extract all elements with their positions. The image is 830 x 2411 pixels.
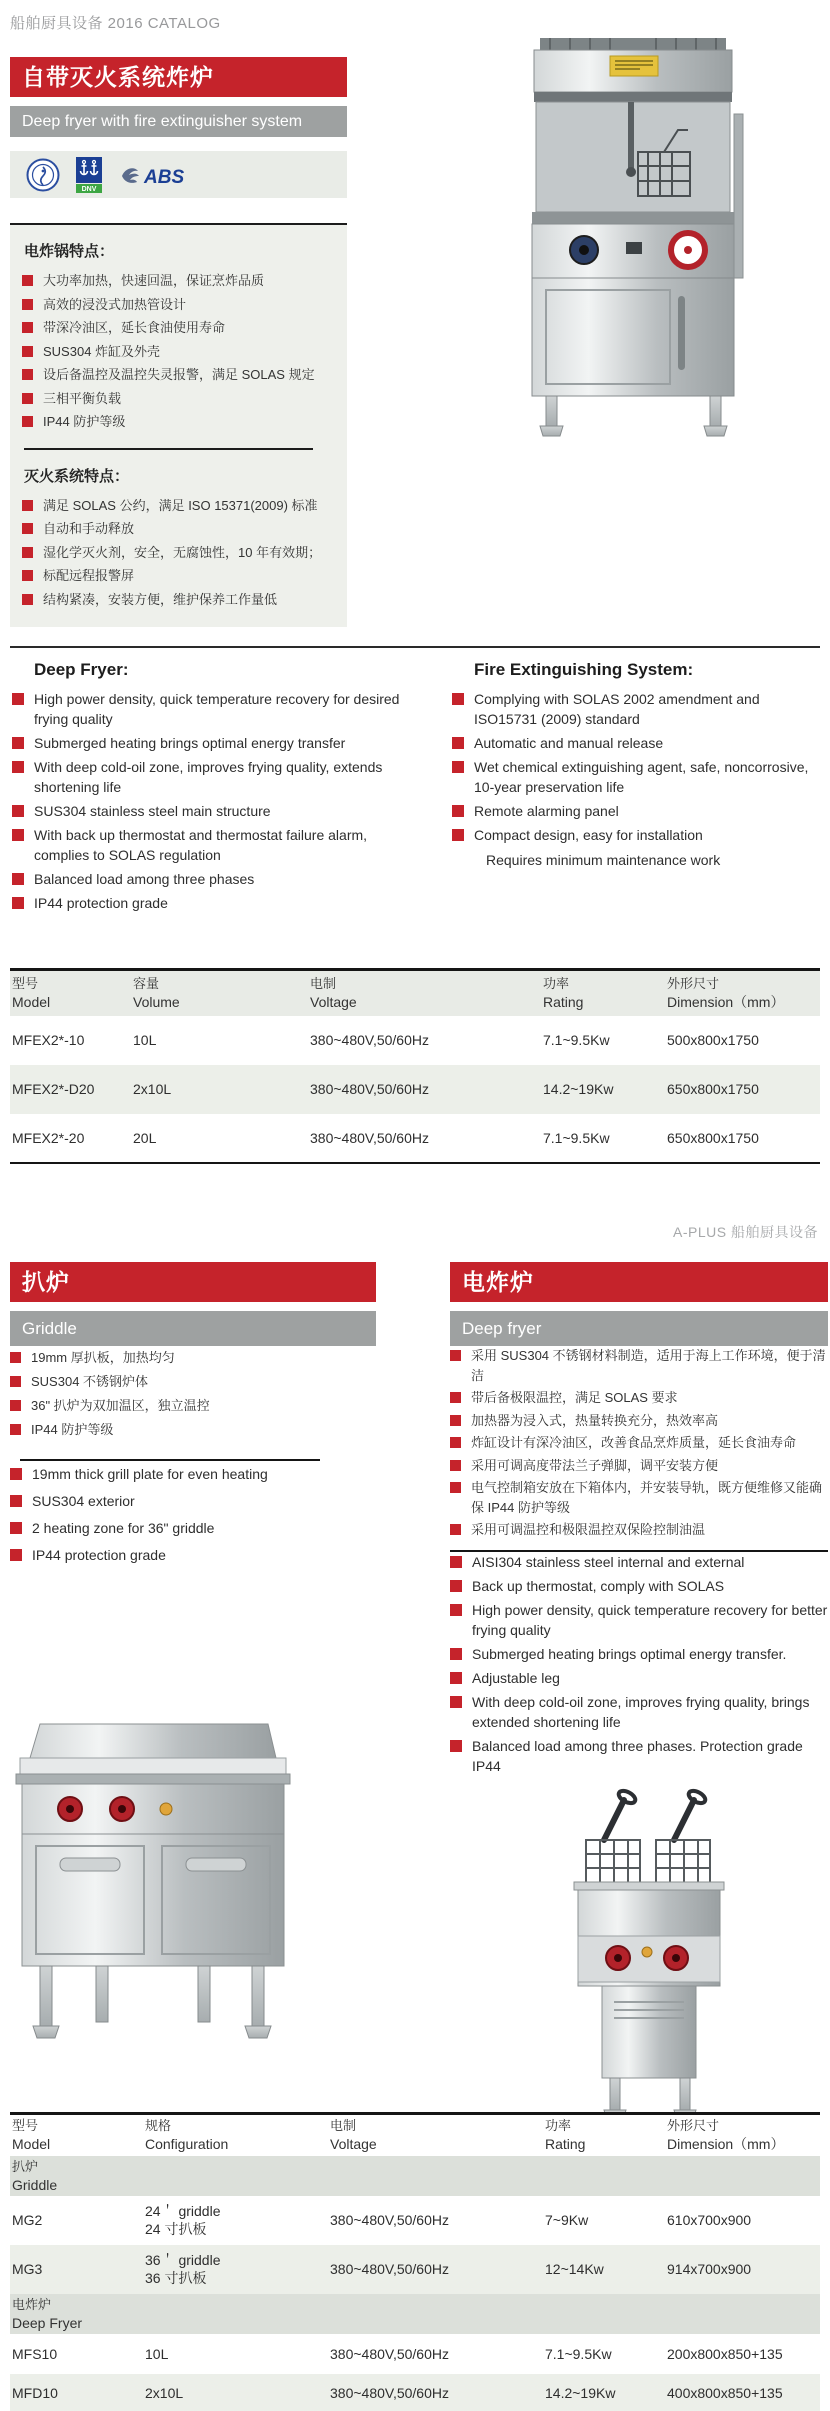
table-row	[10, 1016, 820, 1065]
bullet-square-icon	[12, 693, 24, 705]
feature-text: IP44 防护等级	[43, 414, 126, 429]
cell-voltage: 380~480V,50/60Hz	[330, 2261, 449, 2277]
cell-model: MFS10	[12, 2345, 58, 2362]
feature-item	[450, 1668, 828, 1688]
bullet-square-icon	[452, 829, 464, 841]
cell-voltage: 380~480V,50/60Hz	[310, 1081, 429, 1097]
feature-item	[450, 1388, 828, 1408]
dnv-logo-text: DNV	[81, 185, 97, 193]
feature-item	[10, 1346, 376, 1370]
cell-volume: 10L	[133, 1032, 157, 1048]
feature-text: 19mm 厚扒板，加热均匀	[31, 1350, 175, 1365]
section-griddle	[10, 1262, 376, 1569]
feature-text: 采用可调高度带法兰子弹脚，调平安装方便	[471, 1457, 719, 1473]
header-volume: 容量 Volume	[133, 976, 180, 1011]
feature-text: 标配远程报警屏	[43, 568, 135, 583]
bullet-square-icon	[22, 547, 33, 558]
deep-fryer-features-cn-list	[450, 1346, 828, 1540]
feature-text: IP44 protection grade	[32, 1547, 166, 1563]
cell-model: MFEX2*-20	[12, 1129, 85, 1146]
certification-logos	[10, 151, 347, 198]
feature-text: High power density, quick temperature recovery for better frying quality	[472, 1601, 828, 1638]
feature-text: 结构紧凑，安装方便，维护保养工作量低	[43, 591, 278, 607]
header-rating: 功率 Rating	[545, 2118, 586, 2153]
deep-fryer-photo	[528, 1786, 776, 2124]
feature-item	[12, 757, 412, 797]
cell-rating: 7.1~9.5Kw	[545, 2345, 612, 2362]
fryer-features-cn-list	[22, 269, 335, 434]
deep-fryer-en-list	[12, 689, 412, 913]
bullet-square-icon	[450, 1696, 462, 1708]
feature-item	[10, 1461, 376, 1488]
bullet-square-icon	[452, 805, 464, 817]
bullet-square-icon	[452, 761, 464, 773]
feature-text: Back up thermostat, comply with SOLAS	[472, 1577, 725, 1594]
feature-text: 满足 SOLAS 公约，满足 ISO 15371(2009) 标准	[43, 497, 318, 513]
divider	[10, 646, 820, 648]
feature-text: 采用可调温控和极限温控双保险控制油温	[471, 1522, 706, 1537]
feature-item	[450, 1411, 828, 1431]
features-panel-cn	[10, 223, 347, 627]
griddle-features-cn-list	[10, 1346, 376, 1442]
bullet-square-icon	[450, 1556, 462, 1568]
feature-text: 大功率加热，快速回温，保证烹炸品质	[43, 273, 265, 288]
cell-model: MG3	[12, 2261, 43, 2277]
feature-item	[22, 541, 335, 565]
feature-text: 19mm thick grill plate for even heating	[32, 1466, 268, 1482]
feature-text: SUS304 stainless steel main structure	[34, 803, 271, 819]
deep-fryer-title-cn: 电炸炉	[450, 1262, 828, 1302]
deep-fryer-features-en-list	[450, 1552, 828, 1776]
bullet-square-icon	[22, 275, 33, 286]
bullet-square-icon	[22, 570, 33, 581]
header-rating: 功率 Rating	[543, 976, 584, 1011]
bullet-square-icon	[10, 1522, 22, 1534]
bullet-square-icon	[22, 322, 33, 333]
feature-item	[22, 293, 335, 317]
bullet-square-icon	[12, 829, 24, 841]
feature-text: Compact design, easy for installation	[474, 827, 703, 843]
feature-item	[22, 564, 335, 588]
feature-text: High power density, quick temperature recovery for desired frying quality	[34, 691, 400, 727]
feature-item	[22, 387, 335, 411]
bullet-square-icon	[10, 1495, 22, 1507]
feature-text: IP44 protection grade	[34, 895, 168, 911]
abs-logo-text: ABS	[144, 166, 185, 188]
feature-item	[10, 1488, 376, 1515]
feature-item	[450, 1433, 828, 1453]
feature-item	[452, 825, 824, 845]
bullet-square-icon	[10, 1400, 21, 1411]
feature-item	[22, 517, 335, 541]
page-header: 船舶厨具设备 2016 CATALOG	[10, 15, 221, 32]
bullet-square-icon	[22, 594, 33, 605]
deep-fryer-en-heading: Deep Fryer:	[34, 660, 129, 679]
bullet-square-icon	[22, 346, 33, 357]
feature-text: 加热器为浸入式，热量转换充分，热效率高	[471, 1412, 719, 1428]
bullet-square-icon	[22, 299, 33, 310]
bullet-square-icon	[450, 1740, 462, 1752]
cell-configuration: 36＇ griddle 36 寸扒板	[145, 2252, 221, 2286]
fire-ext-en-list	[452, 689, 824, 845]
section-fryer-extinguisher	[10, 57, 347, 627]
section-deep-fryer	[450, 1262, 828, 1780]
fryer-features-cn-heading: 电炸锅特点：	[24, 243, 115, 260]
bullet-square-icon	[22, 523, 33, 534]
griddle-title-cn: 扒炉	[10, 1262, 376, 1302]
griddle-illustration	[6, 1698, 298, 2090]
cell-dimension: 650x800x1750	[667, 1129, 759, 1146]
bullet-square-icon	[452, 693, 464, 705]
bullet-square-icon	[12, 873, 24, 885]
cell-dimension: 200x800x850+135	[667, 2345, 783, 2362]
feature-item	[12, 869, 412, 889]
feature-text: Submerged heating brings optimal energy transfer.	[472, 1645, 787, 1662]
cell-voltage: 380~480V,50/60Hz	[330, 2385, 449, 2401]
feature-text: With deep cold-oil zone, improves frying quality, brings extended shortening life	[472, 1693, 810, 1730]
feature-item	[22, 340, 335, 364]
fire-ext-note: Requires minimum maintenance work	[486, 852, 721, 868]
cell-voltage: 380~480V,50/60Hz	[330, 2212, 449, 2228]
cell-model: MFEX2*-D20	[12, 1081, 95, 1097]
feature-text: 炸缸设计有深冷油区，改善食品烹炸质量，延长食油寿命	[471, 1435, 797, 1450]
cell-voltage: 380~480V,50/60Hz	[310, 1032, 429, 1048]
feature-text: With back up thermostat and thermostat failure alarm, complies to SOLAS regulation	[34, 827, 368, 863]
group-label: 扒炉 Griddle	[12, 2158, 58, 2193]
feature-text: 带后备极限温控，满足 SOLAS 要求	[471, 1390, 678, 1405]
feature-text: Wet chemical extinguishing agent, safe, noncorrosive, 10-year preservation life	[474, 759, 809, 795]
cell-rating: 14.2~19Kw	[543, 1081, 614, 1097]
feature-item	[10, 1418, 376, 1442]
feature-item	[22, 316, 335, 340]
header-model: 型号 Model	[12, 2118, 51, 2153]
feature-item	[22, 363, 335, 387]
bullet-square-icon	[450, 1580, 462, 1592]
feature-item	[450, 1600, 828, 1640]
feature-item	[22, 588, 335, 612]
cell-configuration: 24＇ griddle 24 寸扒板	[145, 2203, 221, 2237]
bullet-square-icon	[450, 1524, 461, 1535]
feature-text: 设后备温控及温控失灵报警，满足 SOLAS 规定	[43, 367, 315, 382]
bullet-square-icon	[22, 369, 33, 380]
feature-text: Balanced load among three phases. Protection grade IP44	[472, 1737, 803, 1774]
feature-text: AISI304 stainless steel internal and external	[472, 1553, 745, 1570]
section1-title-cn: 自带灭火系统炸炉	[10, 57, 347, 97]
cell-volume: 20L	[133, 1129, 157, 1146]
feature-text: Submerged heating brings optimal energy transfer	[34, 735, 346, 751]
cell-rating: 12~14Kw	[545, 2261, 604, 2277]
bullet-square-icon	[22, 416, 33, 427]
bullet-square-icon	[10, 1424, 21, 1435]
feature-item	[450, 1736, 828, 1776]
feature-text: IP44 防护等级	[31, 1422, 114, 1437]
feature-item	[450, 1576, 828, 1596]
fire-extinguishing-features-en	[452, 660, 824, 870]
bullet-square-icon	[10, 1352, 21, 1363]
cell-dimension: 650x800x1750	[667, 1081, 759, 1097]
feature-text: Remote alarming panel	[474, 803, 619, 819]
header-voltage: 电制 Voltage	[330, 2118, 377, 2153]
bullet-square-icon	[450, 1648, 462, 1660]
feature-item	[452, 689, 824, 729]
feature-text: 2 heating zone for 36" griddle	[32, 1520, 215, 1536]
feature-item	[450, 1644, 828, 1664]
bullet-square-icon	[12, 805, 24, 817]
fryer-extinguisher-photo	[488, 34, 808, 444]
feature-text: With deep cold-oil zone, improves frying quality, extends shortening life	[34, 759, 383, 795]
ext-features-cn-list	[22, 494, 335, 612]
bullet-square-icon	[450, 1482, 461, 1493]
header-configuration: 规格 Configuration	[145, 2118, 229, 2153]
feature-item	[22, 269, 335, 293]
feature-item	[450, 1346, 828, 1385]
aplus-brand-label: A-PLUS 船舶厨具设备	[673, 1224, 818, 1240]
header-dimension: 外形尺寸 Dimension（mm）	[667, 976, 785, 1011]
fire-ext-en-heading: Fire Extinguishing System:	[474, 660, 694, 679]
table-row	[10, 2374, 820, 2411]
feature-item	[450, 1692, 828, 1732]
group-row-griddle	[10, 2156, 820, 2196]
feature-text: SUS304 炸缸及外壳	[43, 343, 161, 359]
feature-item	[12, 733, 412, 753]
bullet-square-icon	[12, 761, 24, 773]
feature-item	[12, 801, 412, 821]
group-row-deep-fryer	[10, 2294, 820, 2334]
bullet-square-icon	[450, 1392, 461, 1403]
cell-volume: 2x10L	[133, 1081, 172, 1097]
feature-item	[450, 1520, 828, 1540]
cell-configuration: 2x10L	[145, 2385, 184, 2401]
table-header-row	[10, 970, 820, 1016]
feature-text: Adjustable leg	[472, 1669, 560, 1686]
feature-text: SUS304 不锈钢炉体	[31, 1374, 149, 1389]
cell-rating: 7.1~9.5Kw	[543, 1129, 610, 1146]
bullet-square-icon	[450, 1415, 461, 1426]
cell-voltage: 380~480V,50/60Hz	[310, 1129, 429, 1146]
table-row	[10, 1114, 820, 1163]
feature-item	[452, 733, 824, 753]
feature-item	[12, 689, 412, 729]
deep-fryer-title-en: Deep fryer	[450, 1311, 828, 1346]
griddle-features-en-list	[10, 1461, 376, 1569]
feature-text: 高效的浸没式加热管设计	[43, 296, 187, 312]
ext-features-cn-heading: 灭火系统特点：	[24, 467, 130, 485]
feature-item	[10, 1394, 376, 1418]
feature-item	[12, 893, 412, 913]
bullet-square-icon	[10, 1468, 22, 1480]
feature-text: 采用 SUS304 不锈钢材料制造，适用于海上工作环境，便于清洁	[471, 1348, 826, 1383]
table-row	[10, 2196, 820, 2245]
feature-item	[22, 410, 335, 434]
feature-item	[22, 494, 335, 518]
header-model: 型号 Model	[12, 976, 51, 1011]
cell-model: MG2	[12, 2212, 43, 2228]
feature-text: 三相平衡负载	[43, 390, 122, 406]
cell-rating: 7.1~9.5Kw	[543, 1032, 610, 1048]
ccs-logo-icon	[26, 158, 60, 192]
deep-fryer-features-en	[12, 660, 412, 917]
feature-item	[452, 801, 824, 821]
bullet-square-icon	[10, 1376, 21, 1387]
feature-text: 湿化学灭火剂，安全，无腐蚀性，10 年有效期；	[43, 544, 322, 560]
table-row	[10, 1065, 820, 1114]
cell-model: MFEX2*-10	[12, 1032, 85, 1048]
bullet-square-icon	[450, 1672, 462, 1684]
cell-model: MFD10	[12, 2385, 58, 2401]
feature-text: Complying with SOLAS 2002 amendment and ISO15731 (2009) standard	[474, 691, 760, 727]
spec-table-fryer-extinguisher	[10, 968, 820, 1164]
feature-item	[450, 1478, 828, 1517]
bullet-square-icon	[22, 393, 33, 404]
feature-item	[10, 1515, 376, 1542]
feature-item	[10, 1542, 376, 1569]
abs-logo-icon	[118, 162, 196, 188]
feature-item	[452, 757, 824, 797]
feature-item	[12, 825, 412, 865]
feature-item	[450, 1456, 828, 1476]
cell-dimension: 500x800x1750	[667, 1032, 759, 1048]
cell-rating: 7~9Kw	[545, 2212, 589, 2228]
feature-text: 自动和手动释放	[43, 521, 135, 536]
header-voltage: 电制 Voltage	[310, 976, 357, 1011]
group-label: 电炸炉 Deep Fryer	[12, 2296, 83, 2331]
griddle-title-en: Griddle	[10, 1311, 376, 1346]
cell-voltage: 380~480V,50/60Hz	[330, 2345, 449, 2362]
bullet-square-icon	[450, 1437, 461, 1448]
table-row	[10, 2245, 820, 2294]
bullet-square-icon	[450, 1350, 461, 1361]
fryer-extinguisher-illustration	[488, 34, 808, 444]
feature-text: Balanced load among three phases	[34, 871, 255, 887]
bullet-square-icon	[10, 1549, 22, 1561]
cell-dimension: 914x700x900	[667, 2261, 752, 2277]
feature-text: 36" 扒炉为双加温区，独立温控	[31, 1398, 210, 1413]
bullet-square-icon	[452, 737, 464, 749]
feature-item	[10, 1370, 376, 1394]
cell-dimension: 610x700x900	[667, 2212, 752, 2228]
feature-text: Automatic and manual release	[474, 735, 664, 751]
griddle-photo	[6, 1698, 298, 2090]
table-header-row	[10, 2114, 820, 2156]
table-row	[10, 2334, 820, 2374]
cell-rating: 14.2~19Kw	[545, 2385, 616, 2401]
bullet-square-icon	[450, 1604, 462, 1616]
feature-text: 带深冷油区，延长食油使用寿命	[43, 320, 226, 335]
cell-dimension: 400x800x850+135	[667, 2385, 783, 2401]
deep-fryer-illustration	[528, 1786, 776, 2124]
bullet-square-icon	[12, 737, 24, 749]
divider	[24, 448, 313, 450]
dnv-logo-icon	[76, 157, 102, 193]
bullet-square-icon	[450, 1460, 461, 1471]
header-dimension: 外形尺寸 Dimension（mm）	[667, 2118, 785, 2153]
section1-title-en: Deep fryer with fire extinguisher system	[10, 106, 347, 137]
cell-configuration: 10L	[145, 2345, 169, 2362]
feature-text: 电气控制箱安放在下箱体内，并安装导轨，既方便维修又能确保 IP44 防护等级	[471, 1480, 823, 1515]
feature-item	[450, 1552, 828, 1572]
bullet-square-icon	[12, 897, 24, 909]
bullet-square-icon	[22, 500, 33, 511]
feature-text: SUS304 exterior	[32, 1493, 135, 1509]
spec-table-griddle-fryer	[10, 2112, 820, 2411]
